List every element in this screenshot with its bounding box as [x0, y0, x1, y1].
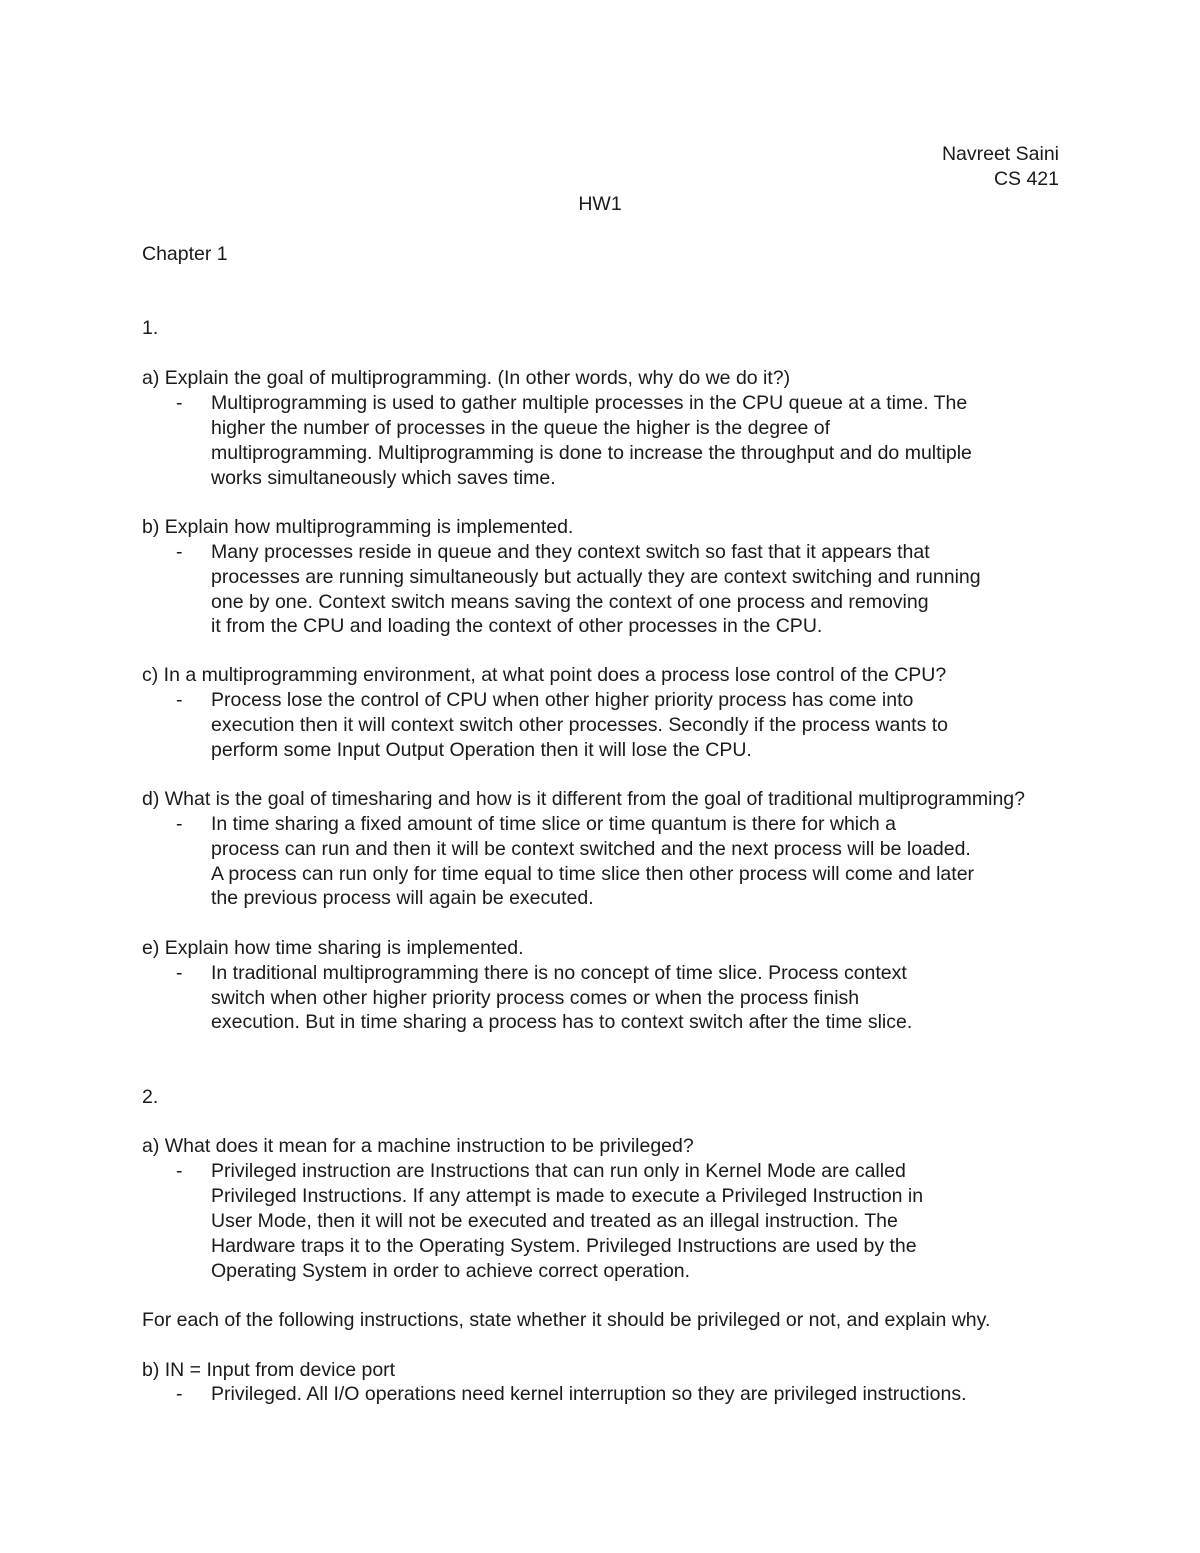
- answer-line: Privileged Instructions. If any attempt is made to execute a Privileged Instruction in: [211, 1185, 924, 1207]
- question-number-2: 2.: [142, 1086, 159, 1108]
- answer-line: processes are running simultaneously but actually they are context switching and running: [211, 566, 981, 588]
- answer-line: In traditional multiprogramming there is no concept of time slice. Process context: [211, 962, 907, 984]
- answer-line: User Mode, then it will not be executed and treated as an illegal instruction. The: [211, 1210, 898, 1232]
- instructions-intro: For each of the following instructions, state whether it should be privileged or not, and explain why.: [142, 1309, 991, 1331]
- answer-line: the previous process will again be executed.: [211, 887, 594, 909]
- answer-line: process can run and then it will be context switched and the next process will be loaded.: [211, 838, 971, 860]
- answer-line: A process can run only for time equal to time slice then other process will come and later: [211, 863, 975, 885]
- question-number-1: 1.: [142, 317, 159, 339]
- answer-line: In time sharing a fixed amount of time slice or time quantum is there for which a: [211, 813, 896, 835]
- question-1c: c) In a multiprogramming environment, at what point does a process lose control of the CPU?: [142, 664, 947, 686]
- question-1e: e) Explain how time sharing is implemented.: [142, 937, 524, 959]
- answer-line: it from the CPU and loading the context of other processes in the CPU.: [211, 615, 823, 637]
- bullet-dash: -: [176, 962, 183, 984]
- chapter-heading: Chapter 1: [142, 243, 228, 265]
- answer-line: Operating System in order to achieve correct operation.: [211, 1260, 691, 1282]
- bullet-dash: -: [176, 541, 183, 563]
- answer-line: switch when other higher priority process comes or when the process finish: [211, 987, 860, 1009]
- answer-line: Multiprogramming is used to gather multiple processes in the CPU queue at a time. The: [211, 392, 968, 414]
- answer-line: Privileged instruction are Instructions that can run only in Kernel Mode are called: [211, 1160, 906, 1182]
- answer-line: works simultaneously which saves time.: [211, 467, 556, 489]
- answer-line: multiprogramming. Multiprogramming is done to increase the throughput and do multiple: [211, 442, 972, 464]
- answer-line: Hardware traps it to the Operating System. Privileged Instructions are used by the: [211, 1235, 917, 1257]
- question-1b: b) Explain how multiprogramming is implemented.: [142, 516, 574, 538]
- course-code: CS 421: [993, 168, 1059, 190]
- answer-line: execution then it will context switch other processes. Secondly if the process wants to: [211, 714, 949, 736]
- bullet-dash: -: [176, 1160, 183, 1182]
- bullet-dash: -: [176, 392, 183, 414]
- question-1d: d) What is the goal of timesharing and how is it different from the goal of traditional multiprogramming?: [142, 788, 1025, 810]
- answer-line: Many processes reside in queue and they context switch so fast that it appears that: [211, 541, 930, 563]
- answer-line: perform some Input Output Operation then it will lose the CPU.: [211, 739, 752, 761]
- bullet-dash: -: [176, 813, 183, 835]
- answer-line: Privileged. All I/O operations need kernel interruption so they are privileged instructions.: [211, 1383, 967, 1405]
- question-1a: a) Explain the goal of multiprogramming. (In other words, why do we do it?): [142, 367, 791, 389]
- answer-line: execution. But in time sharing a process has to context switch after the time slice.: [211, 1011, 913, 1033]
- answer-line: one by one. Context switch means saving the context of one process and removing: [211, 591, 929, 613]
- answer-line: Process lose the control of CPU when other higher priority process has come into: [211, 689, 914, 711]
- question-2a: a) What does it mean for a machine instruction to be privileged?: [142, 1135, 694, 1157]
- document-title: HW1: [578, 193, 622, 215]
- bullet-dash: -: [176, 1383, 183, 1405]
- author-name: Navreet Saini: [941, 143, 1059, 165]
- bullet-dash: -: [176, 689, 183, 711]
- answer-line: higher the number of processes in the queue the higher is the degree of: [211, 417, 830, 439]
- question-2b: b) IN = Input from device port: [142, 1359, 396, 1381]
